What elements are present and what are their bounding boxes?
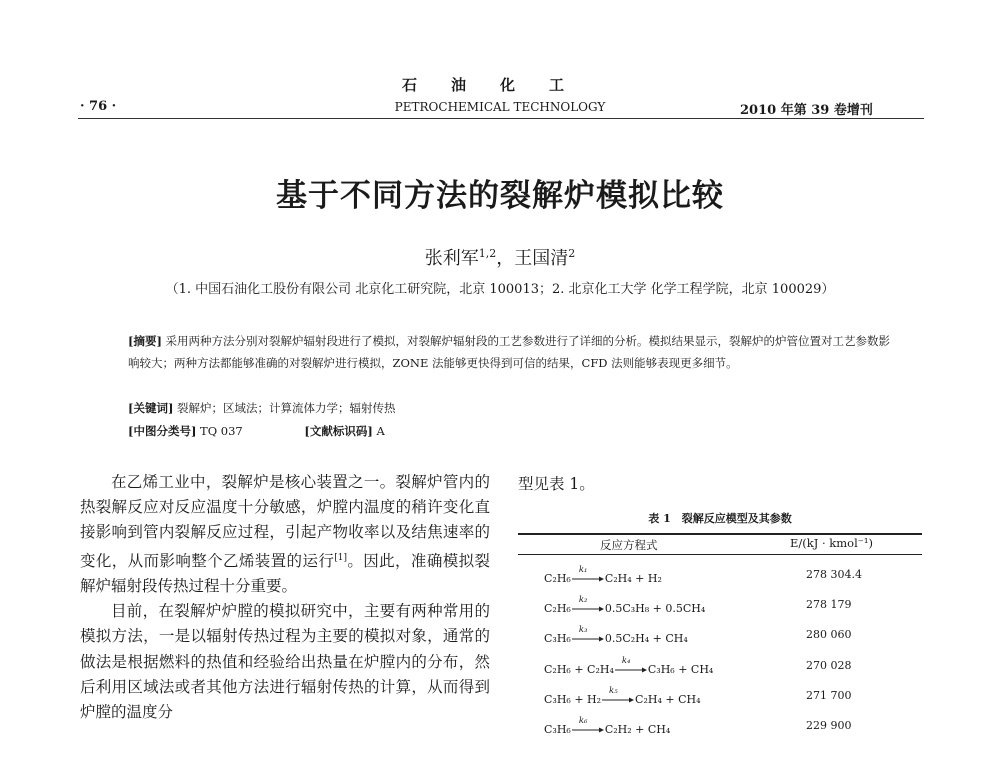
page-number: · 76 · [80, 99, 117, 114]
issue-info: 2010 年第 39 卷增刊 [740, 103, 873, 118]
abstract [128, 330, 898, 374]
rate-constant: k₄ [621, 656, 631, 666]
rate-constant: k₂ [578, 595, 588, 605]
products: 0.5C₃H₈ + 0.5CH₄ [604, 602, 706, 615]
rate-constant: k₃ [578, 625, 588, 635]
paragraph-text: 。因此，准确模拟裂解炉辐射段传热过程十分重要。 [80, 551, 490, 595]
reaction-equation [544, 565, 662, 585]
doc-code-value: A [376, 424, 385, 438]
reactants: C₃H₆ + H₂ [544, 693, 602, 706]
author-affiliation-mark: 1,2 [478, 247, 497, 260]
table-row [530, 683, 920, 711]
author-separator: ， [496, 248, 515, 269]
body-left-column [80, 470, 490, 725]
reaction-arrow-icon [571, 595, 605, 612]
table-top-rule [518, 533, 922, 535]
reaction-arrow-icon [601, 686, 635, 703]
journal-title-english: PETROCHEMICAL TECHNOLOGY [394, 100, 606, 114]
activation-energy: 271 700 [806, 689, 852, 702]
rate-constant: k₆ [578, 716, 588, 726]
activation-energy: 270 028 [806, 659, 852, 672]
reaction-equation [544, 686, 701, 706]
header-rule [78, 118, 924, 119]
table-row [530, 653, 920, 681]
reaction-arrow-icon [571, 716, 605, 733]
rate-constant: k₅ [609, 686, 618, 696]
author-name: 王国清 [514, 248, 569, 269]
citation: [1] [334, 552, 347, 563]
reaction-equation [544, 595, 706, 615]
activation-energy: 229 900 [806, 719, 852, 732]
keywords [128, 400, 396, 416]
table-header-equation: 反应方程式 [600, 538, 658, 552]
paragraph [80, 470, 490, 599]
reactants: C₂H₆ + C₂H₄ [544, 663, 614, 676]
doc-code-label: [文献标识码] [304, 424, 373, 438]
reactants: C₂H₆ [544, 572, 571, 585]
products: C₂H₂ + CH₄ [604, 723, 671, 736]
article-title: 基于不同方法的裂解炉模拟比较 [276, 178, 724, 214]
products: C₃H₆ + CH₄ [647, 663, 714, 676]
paragraph: 目前，在裂解炉炉膛的模拟研究中，主要有两种常用的模拟方法，一是以辐射传热过程为主要的模拟对象，通常的做法是根据燃料的热值和经验给出热量在炉膛内的分布，然后利用区域法或者其他方法进行辐射传热的计算，从而得到炉膛的温度分 [80, 602, 490, 721]
table-row [530, 562, 920, 590]
table-row [530, 713, 920, 741]
reaction-arrow-icon [614, 656, 648, 673]
author-name: 张利军 [424, 248, 479, 269]
products: C₂H₄ + H₂ [604, 572, 662, 585]
clc-value: TQ 037 [200, 424, 243, 438]
keywords-text: 裂解炉；区域法；计算流体力学；辐射传热 [177, 401, 396, 415]
reaction-equation [544, 716, 671, 736]
paragraph-text: 在乙烯工业中，裂解炉是核心装置之一。裂解炉管内的热裂解反应对反应温度十分敏感，炉膛内温度的稍许变化直接影响到管内裂解反应过程，引起产物收率以及结焦速率的变化，从而影响整个乙烯装置的运行 [80, 473, 490, 570]
activation-energy: 278 304.4 [806, 568, 862, 581]
author-list [0, 244, 1000, 270]
products: C₂H₄ + CH₄ [635, 693, 701, 706]
products: 0.5C₂H₄ + CH₄ [604, 632, 688, 645]
clc-label: [中图分类号] [128, 424, 197, 438]
reaction-arrow-icon [571, 565, 605, 582]
right-column-text: 型见表 1。 [518, 475, 595, 493]
reaction-equation [544, 656, 714, 676]
rate-constant: k₁ [578, 565, 588, 575]
affiliations: （1. 中国石油化工股份有限公司 北京化工研究院，北京 100013；2. 北京化工大学 化学工程学院，北京 100029） [165, 282, 835, 297]
abstract-text: 采用两种方法分别对裂解炉辐射段进行了模拟，对裂解炉辐射段的工艺参数进行了详细的分析。模拟结果显示，裂解炉的炉管位置对工艺参数影响较大；两种方法都能够准确的对裂解炉进行模拟，ZONE 法能够更快得到可信的结果，CFD 法则能够表现更多细节。 [128, 334, 891, 370]
classification [128, 423, 385, 439]
table-header-rule [518, 554, 922, 555]
keywords-label: [关键词] [128, 401, 174, 415]
reactants: C₃H₆ [544, 632, 571, 645]
table-row [530, 622, 920, 650]
journal-title-chinese: 石油化工 [401, 76, 598, 94]
table-header-energy: E/(kJ · kmol⁻¹) [790, 536, 873, 550]
author-affiliation-mark: 2 [568, 247, 576, 260]
reactants: C₂H₆ [544, 602, 571, 615]
activation-energy: 278 179 [806, 598, 852, 611]
reaction-arrow-icon [571, 625, 605, 642]
table-row [530, 592, 920, 620]
activation-energy: 280 060 [806, 628, 852, 641]
reaction-equation [544, 625, 688, 645]
abstract-label: [摘要] [128, 334, 162, 348]
reactants: C₃H₆ [544, 723, 571, 736]
table-caption: 表 1 裂解反应模型及其参数 [648, 512, 792, 525]
